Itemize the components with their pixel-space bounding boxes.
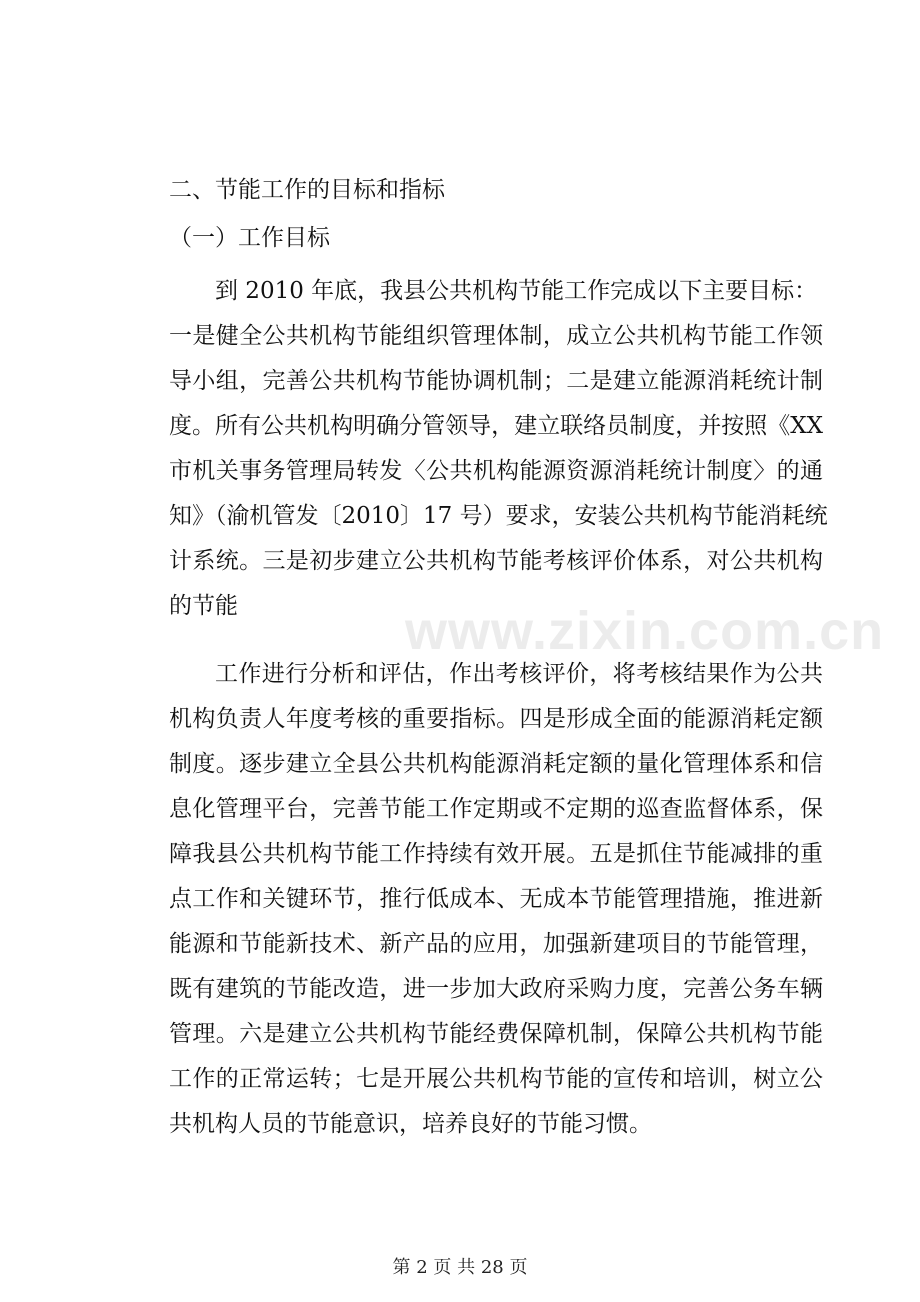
document-body: [123, 170, 828, 1147]
text-line: 到 2010 年底，我县公共机构节能工作完成以下主要目标：: [215, 278, 818, 304]
text-line: 既有建筑的节能改造，进一步加大政府采购力度，完善公务车辆: [169, 976, 823, 1002]
text-line: 市机关事务管理局转发〈公共机构能源资源消耗统计制度〉的通: [169, 458, 823, 484]
text-line: 的节能: [169, 593, 238, 619]
text-line: 点工作和关键环节，推行低成本、无成本节能管理措施，推进新: [169, 886, 823, 912]
text-line: 机构负责人年度考核的重要指标。四是形成全面的能源消耗定额: [169, 706, 823, 732]
text-line: 计系统。三是初步建立公共机构节能考核评价体系，对公共机构: [169, 548, 823, 574]
paragraph-goals-part1: [123, 269, 828, 629]
text-line: 一是健全公共机构节能组织管理体制，成立公共机构节能工作领: [169, 323, 823, 349]
text-line: 息化管理平台，完善节能工作定期或不定期的巡查监督体系，保: [169, 796, 823, 822]
text-line: 管理。六是建立公共机构节能经费保障机制，保障公共机构节能: [169, 1021, 823, 1047]
text-line: 导小组，完善公共机构节能协调机制；二是建立能源消耗统计制: [169, 368, 823, 394]
watermark: www.zixin.com.cn: [405, 601, 885, 661]
text-line: 障我县公共机构节能工作持续有效开展。五是抓住节能减排的重: [169, 841, 823, 867]
section-heading: 二、节能工作的目标和指标: [169, 177, 445, 203]
text-line: 共机构人员的节能意识，培养良好的节能习惯。: [169, 1111, 652, 1137]
paragraph-goals-part2: [123, 652, 823, 1147]
text-line: 工作的正常运转；七是开展公共机构节能的宣传和培训，树立公: [169, 1066, 823, 1092]
text-line: 工作进行分析和评估，作出考核评价，将考核结果作为公共: [215, 661, 823, 687]
page-footer: 第 2 页 共 28 页: [392, 1257, 528, 1278]
text-line: 能源和节能新技术、新产品的应用，加强新建项目的节能管理，: [169, 931, 823, 957]
text-line: 制度。逐步建立全县公共机构能源消耗定额的量化管理体系和信: [169, 751, 823, 777]
text-line: 知》（渝机管发〔2010〕17 号）要求，安装公共机构节能消耗统: [169, 503, 828, 529]
text-line: 度。所有公共机构明确分管领导，建立联络员制度，并按照《XX: [169, 413, 823, 439]
subsection-heading: （一）工作目标: [169, 225, 330, 251]
